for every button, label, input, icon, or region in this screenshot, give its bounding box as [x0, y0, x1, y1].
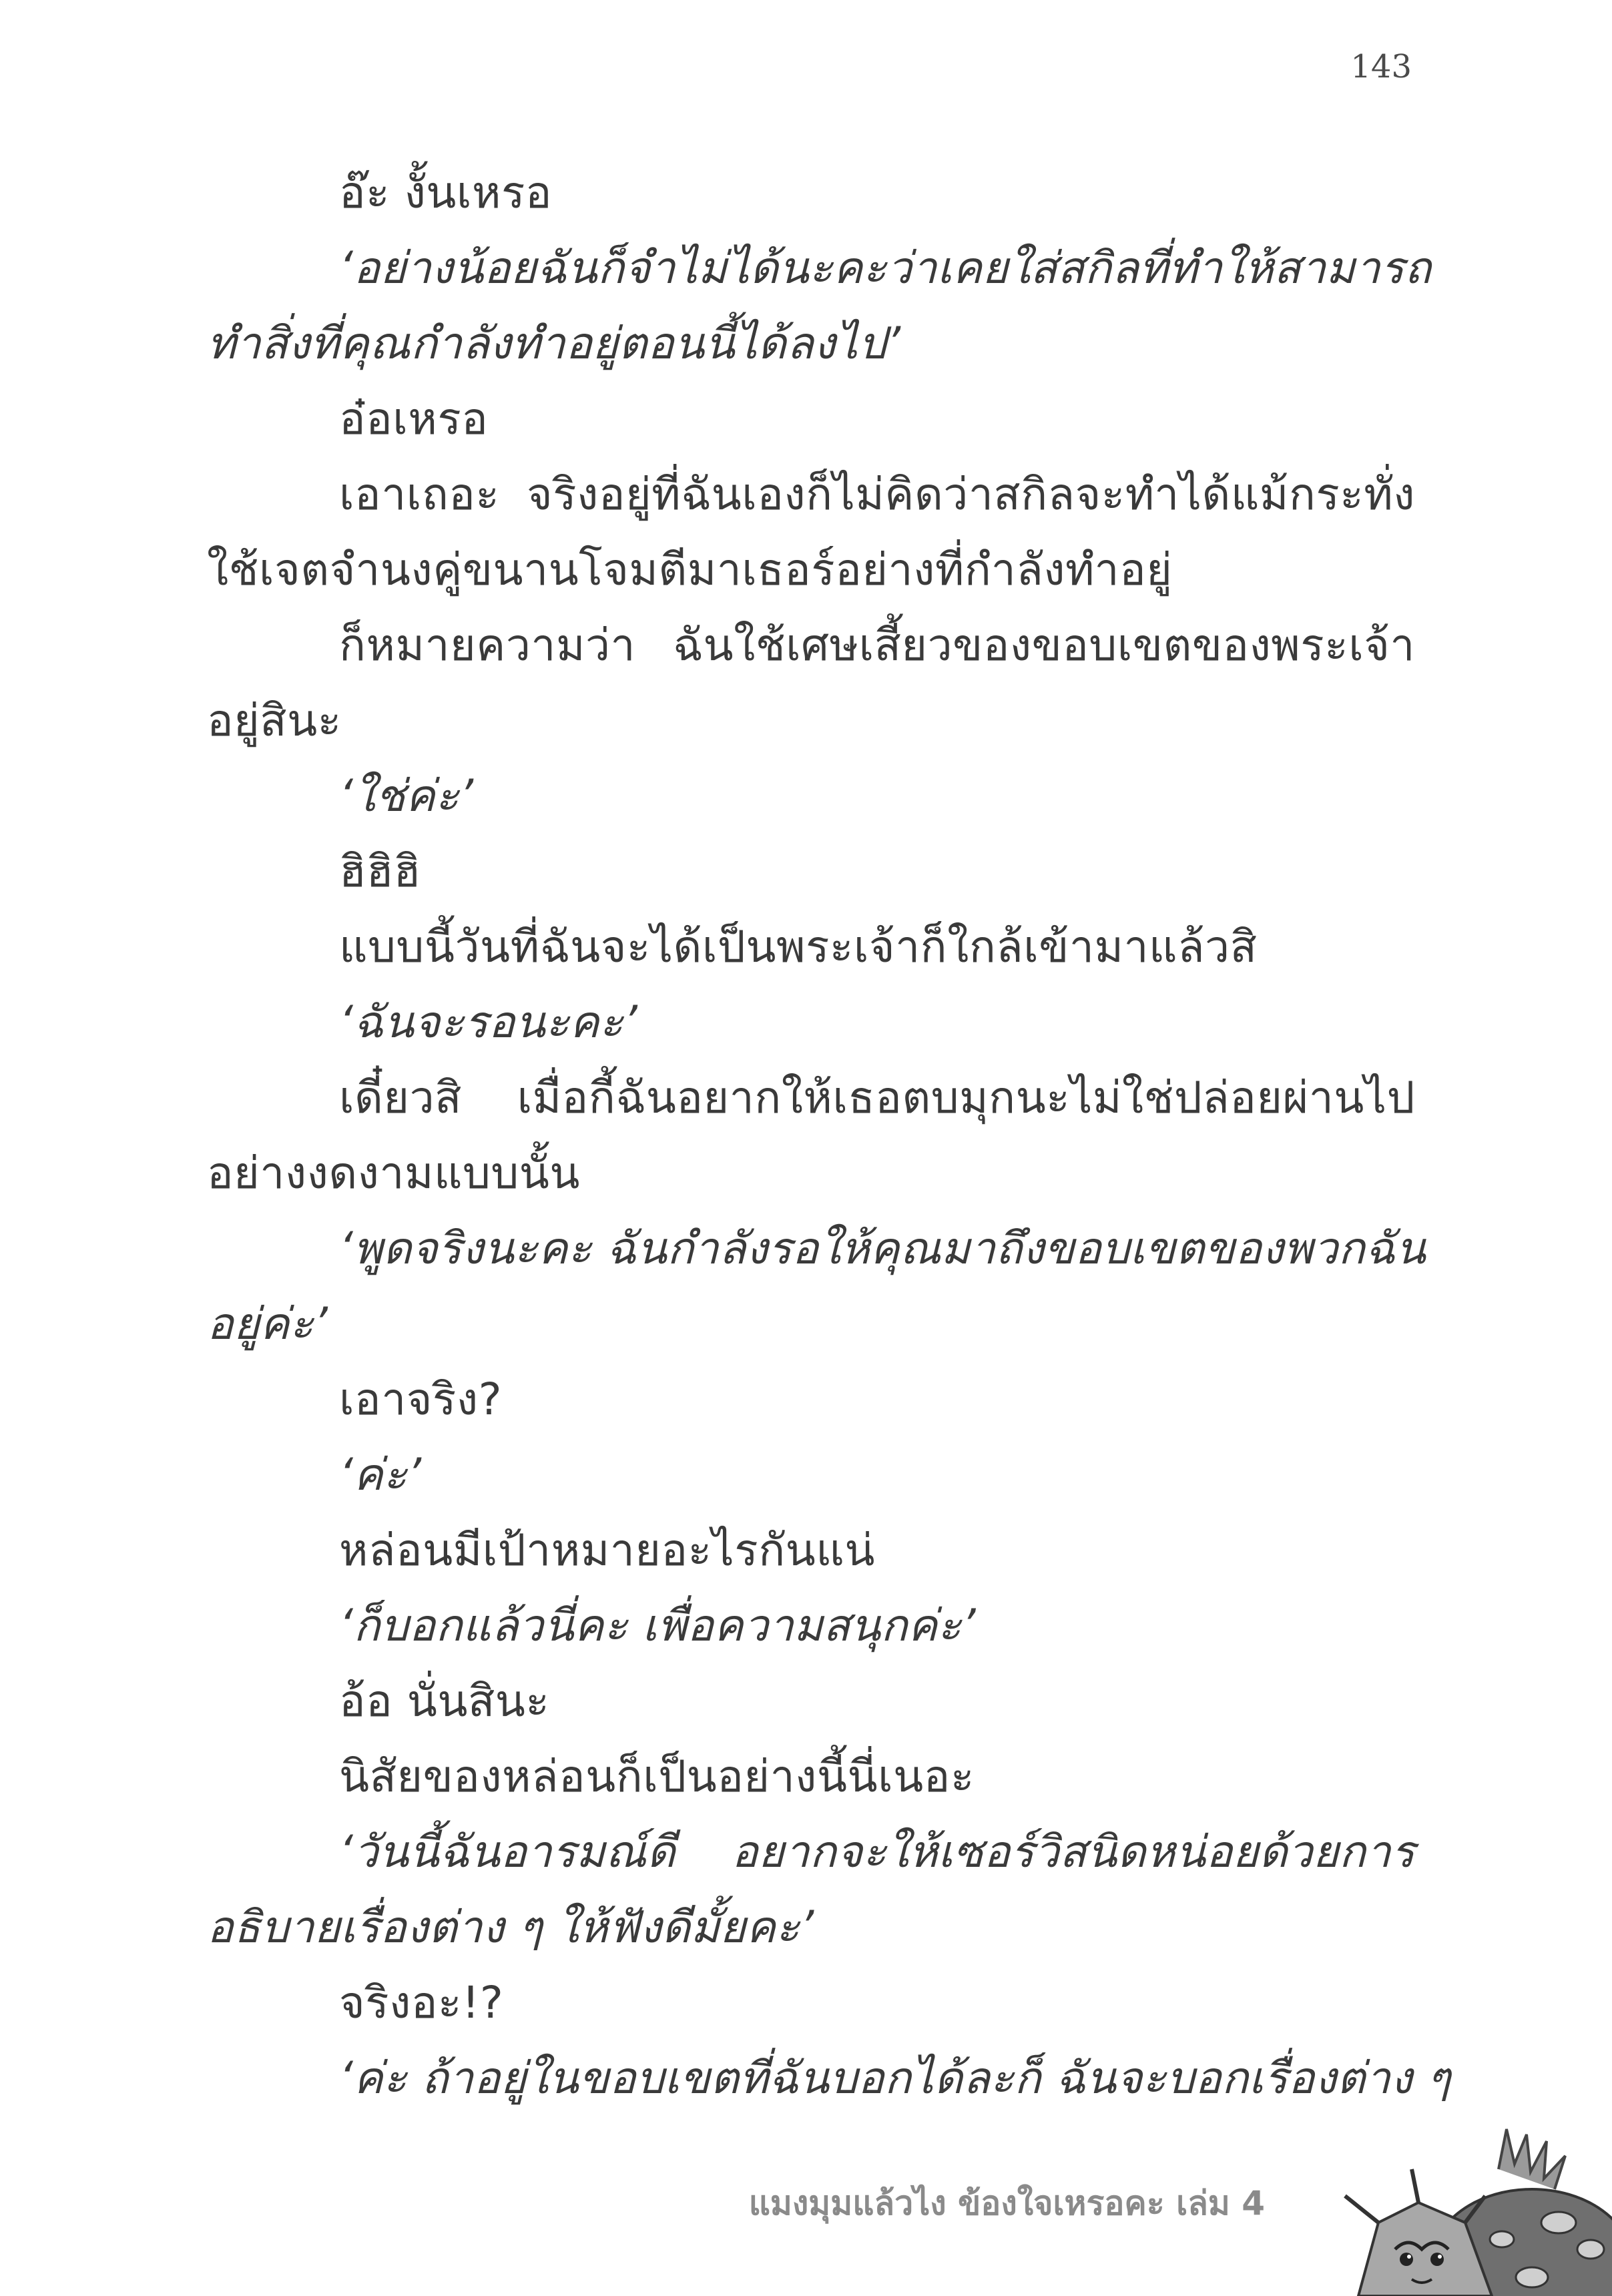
text-line: อยู่สินะ	[207, 695, 342, 746]
text-line: นิสัยของหล่อนก็เป็นอย่างนี้นี่เนอะ	[339, 1751, 975, 1802]
text-line: ‘วันนี้ฉันอารมณ์ดี อยากจะให้เซอร์วิสนิดหน่อยด้วยการ	[339, 1826, 1415, 1878]
text-line: อ้อ นั่นสินะ	[339, 1675, 550, 1727]
text-line: เอาเถอะ จริงอยู่ที่ฉันเองก็ไม่คิดว่าสกิลจะทำได้แม้กระทั่ง	[339, 469, 1415, 520]
text-line: อ๋อเหรอ	[339, 393, 489, 445]
body-text	[207, 155, 1451, 2116]
page-number: 143	[1350, 48, 1412, 85]
text-line: ฮิฮิฮิ	[339, 846, 421, 897]
text-line: แบบนี้วันที่ฉันจะได้เป็นพระเจ้าก็ใกล้เข้ามาแล้วสิ	[339, 921, 1258, 972]
text-line: อยู่ค่ะ’	[207, 1298, 328, 1350]
text-line: อย่างงดงามแบบนั้น	[207, 1147, 581, 1199]
text-line: เอาจริง?	[339, 1374, 503, 1425]
spider-mascot-illustration	[1332, 2122, 1612, 2296]
text-line: อธิบายเรื่องต่าง ๆ ให้ฟังดีมั้ยคะ’	[207, 1902, 814, 1953]
text-line: อ๊ะ งั้นเหรอ	[339, 167, 553, 218]
text-line: ‘ฉันจะรอนะคะ’	[339, 996, 638, 1048]
footer-title: แมงมุมแล้วไง ข้องใจเหรอคะ เล่ม 4	[748, 2184, 1265, 2223]
text-line: ‘ค่ะ ถ้าอยู่ในขอบเขตที่ฉันบอกได้ละก็ ฉันจะบอกเรื่องต่าง ๆ	[339, 2052, 1451, 2104]
text-line: ‘ค่ะ’	[339, 1449, 422, 1500]
text-line: จริงอะ!?	[339, 1977, 504, 2028]
text-line: ‘อย่างน้อยฉันก็จำไม่ได้นะคะว่าเคยใส่สกิลที่ทำให้สามารถ	[339, 242, 1432, 294]
text-line: ทำสิ่งที่คุณกำลังทำอยู่ตอนนี้ได้ลงไป’	[207, 318, 901, 369]
text-line: ‘พูดจริงนะคะ ฉันกำลังรอให้คุณมาถึงขอบเขตของพวกฉัน	[339, 1223, 1426, 1274]
text-line: ‘ใช่ค่ะ’	[339, 770, 474, 822]
text-line: เดี๋ยวสิ เมื่อกี้ฉันอยากให้เธอตบมุกนะไม่ใช่ปล่อยผ่านไป	[339, 1072, 1415, 1123]
text-line: ก็หมายความว่า ฉันใช้เศษเสี้ยวของขอบเขตของพระเจ้า	[339, 619, 1415, 671]
text-line: ใช้เจตจำนงคู่ขนานโจมตีมาเธอร์อย่างที่กำลังทำอยู่	[207, 544, 1173, 595]
text-line: หล่อนมีเป้าหมายอะไรกันแน่	[339, 1524, 875, 1576]
text-line: ‘ก็บอกแล้วนี่คะ เพื่อความสนุกค่ะ’	[339, 1600, 977, 1651]
